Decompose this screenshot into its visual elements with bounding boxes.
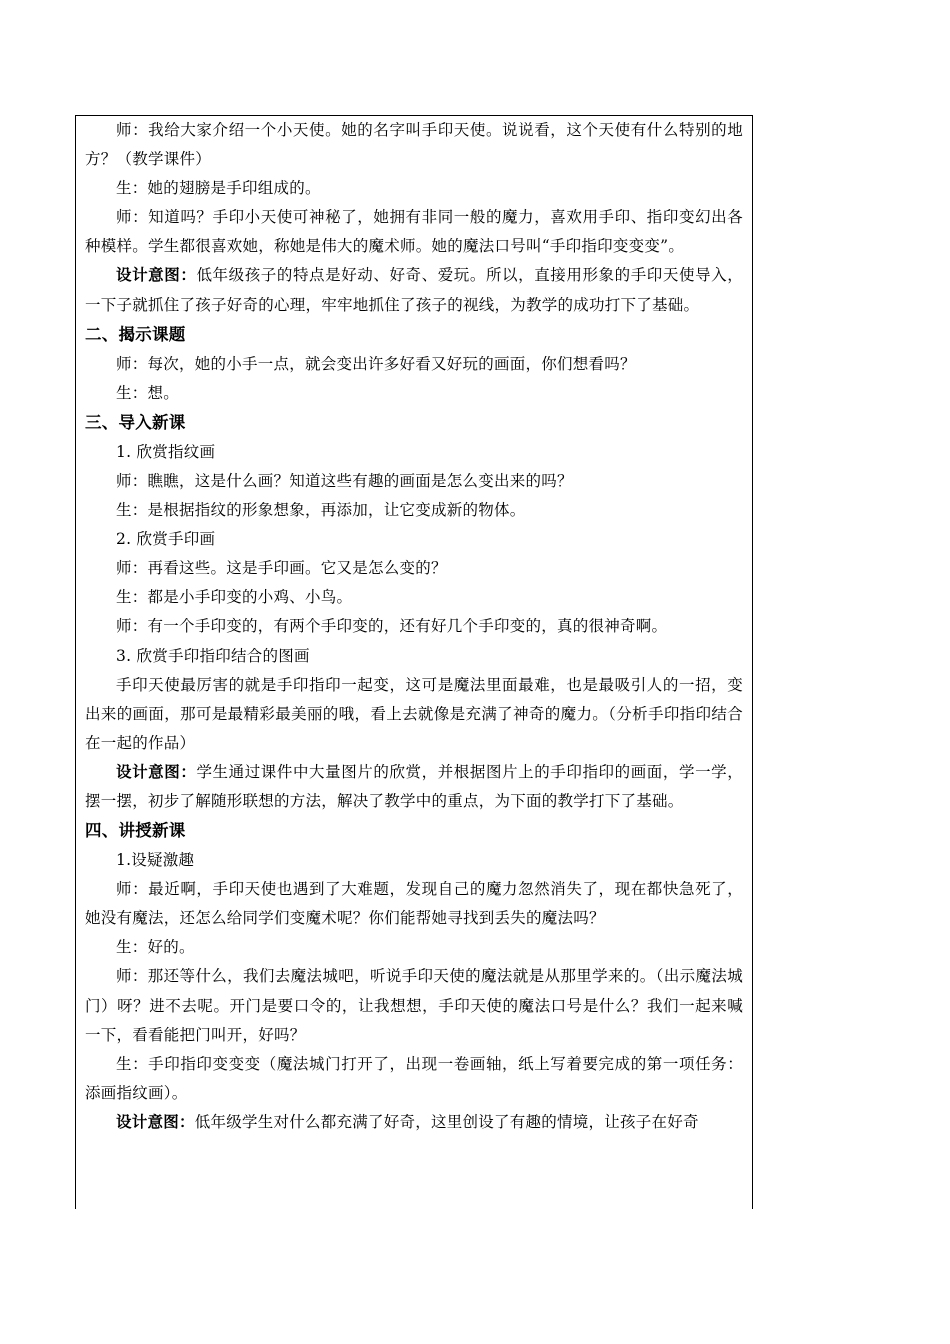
design-intent-paragraph bbox=[85, 261, 743, 319]
paragraph: 生：是根据指纹的形象想象，再添加，让它变成新的物体。 bbox=[116, 501, 526, 520]
paragraph: 师：那还等什么，我们去魔法城吧，听说手印天使的魔法就是从那里学来的。（出示魔法城门）呀？进不去呢。开门是要口令的，让我想想，手印天使的魔法口号是什么？我们一起来喊一下，看看能把门叫开，好吗？ bbox=[85, 967, 743, 1044]
design-intent-label: 设计意图： bbox=[116, 1112, 195, 1131]
section-heading: 三、导入新课 bbox=[85, 412, 186, 432]
paragraph: 1. 欣赏指纹画 bbox=[116, 442, 216, 461]
paragraph: 生：她的翅膀是手印组成的。 bbox=[116, 179, 321, 198]
paragraph: 师：我给大家介绍一个小天使。她的名字叫手印天使。说说看，这个天使有什么特别的地方？（教学课件） bbox=[85, 121, 743, 169]
paragraph: 师：瞧瞧，这是什么画？知道这些有趣的画面是怎么变出来的吗？ bbox=[116, 471, 573, 490]
paragraph: 手印天使最厉害的就是手印指印一起变，这可是魔法里面最难，也是最吸引人的一招，变出来的画面，那可是最精彩最美丽的哦，看上去就像是充满了神奇的魔力。（分析手印指印结合在一起的作品） bbox=[85, 675, 743, 752]
paragraph: 2. 欣赏手印画 bbox=[116, 530, 216, 549]
paragraph: 师：有一个手印变的，有两个手印变的，还有好几个手印变的，真的很神奇啊。 bbox=[116, 617, 668, 636]
paragraph: 生：想。 bbox=[116, 383, 180, 402]
paragraph: 生：都是小手印变的小鸡、小鸟。 bbox=[116, 588, 353, 607]
design-intent-paragraph bbox=[85, 758, 743, 816]
design-intent-text: 低年级学生对什么都充满了好奇，这里创设了有趣的情境，让孩子在好奇 bbox=[194, 1112, 699, 1131]
paragraph: 师：知道吗？手印小天使可神秘了，她拥有非同一般的魔力，喜欢用手印、指印变幻出各种模样。学生都很喜欢她，称她是伟大的魔术师。她的魔法口号叫“手印指印变变变”。 bbox=[85, 208, 743, 256]
paragraph: 师：每次，她的小手一点，就会变出许多好看又好玩的画面，你们想看吗？ bbox=[116, 354, 636, 373]
document-table-cell bbox=[75, 115, 753, 1209]
section-heading: 二、揭示课题 bbox=[85, 324, 186, 344]
lesson-plan-body bbox=[85, 116, 743, 1137]
paragraph: 3. 欣赏手印指印结合的图画 bbox=[116, 646, 310, 665]
paragraph: 生：手印指印变变变（魔法城门打开了，出现一卷画轴，纸上写着要完成的第一项任务：添画指纹画）。 bbox=[85, 1054, 743, 1102]
design-intent-paragraph bbox=[85, 1108, 743, 1137]
design-intent-text: 低年级孩子的特点是好动、好奇、爱玩。所以，直接用形象的手印天使导入，一下子就抓住了孩子好奇的心理，牢牢地抓住了孩子的视线，为教学的成功打下了基础。 bbox=[85, 266, 743, 314]
design-intent-label: 设计意图： bbox=[116, 762, 197, 781]
paragraph: 生：好的。 bbox=[116, 938, 195, 957]
design-intent-text: 学生通过课件中大量图片的欣赏，并根据图片上的手印指印的画面，学一学，摆一摆，初步了解随形联想的方法，解决了教学中的重点，为下面的教学打下了基础。 bbox=[85, 762, 743, 810]
paragraph: 师：最近啊，手印天使也遇到了大难题，发现自己的魔力忽然消失了，现在都快急死了，她没有魔法，还怎么给同学们变魔术呢？你们能帮她寻找到丢失的魔法吗？ bbox=[85, 880, 743, 928]
paragraph: 1.设疑激趣 bbox=[116, 851, 195, 870]
paragraph: 师：再看这些。这是手印画。它又是怎么变的？ bbox=[116, 559, 447, 578]
section-heading: 四、讲授新课 bbox=[85, 821, 186, 841]
design-intent-label: 设计意图： bbox=[116, 266, 197, 285]
